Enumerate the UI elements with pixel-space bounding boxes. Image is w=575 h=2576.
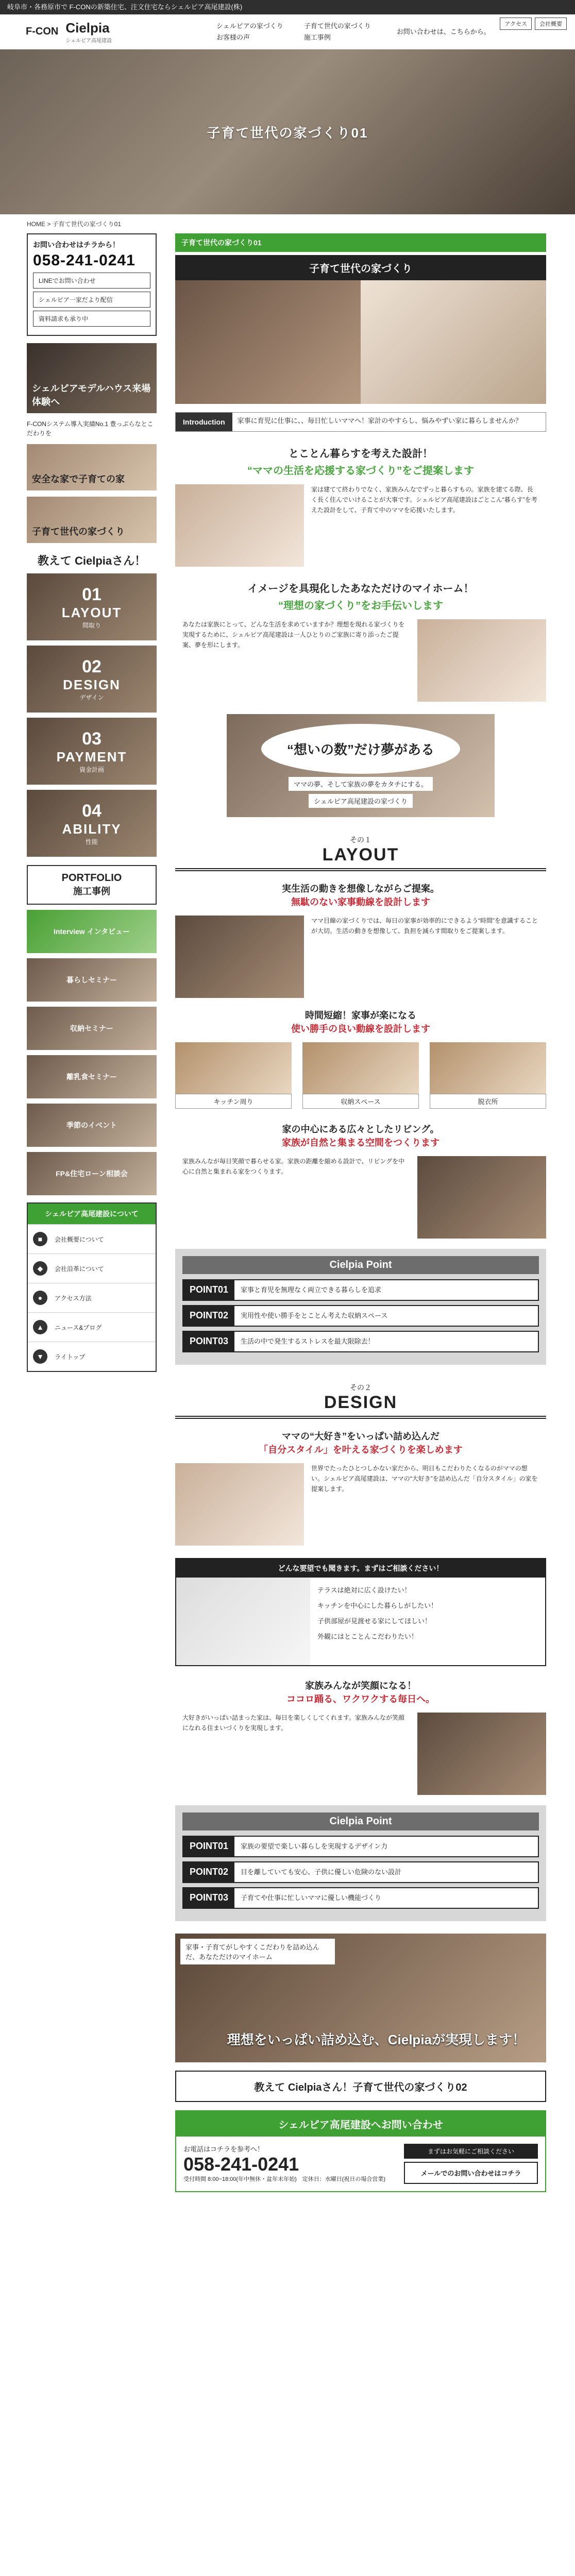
portfolio-link[interactable]: [27, 865, 157, 905]
news-icon: ▲: [33, 1320, 47, 1334]
point-label: POINT02: [183, 1862, 234, 1882]
point-text: 家族の要望で楽しい暮らしを実現するデザイン力: [241, 1842, 388, 1850]
section-number: その１: [350, 836, 371, 844]
photo: [361, 280, 546, 404]
title-images: [175, 280, 546, 404]
logo-name: Cielpia: [65, 20, 110, 36]
dream-sub: ママの夢、そして家族の夢をカタチにする。: [289, 777, 433, 791]
hero: [0, 49, 575, 214]
caption: キッチン周り: [175, 1094, 292, 1109]
heading-sub: 無駄のない家事動線を設計します: [291, 897, 430, 907]
card-num: 04: [82, 801, 102, 821]
history-icon: ◆: [33, 1261, 47, 1276]
header: [0, 14, 575, 49]
point-label: POINT03: [183, 1888, 234, 1908]
phone-number[interactable]: 058-241-0241: [33, 252, 136, 269]
newsletter-button[interactable]: シェルピア一家だより配信: [33, 292, 150, 308]
feature-row: [175, 1042, 546, 1109]
photo: [175, 1463, 304, 1546]
section-number: その２: [350, 1383, 371, 1392]
card-num: 02: [82, 656, 102, 676]
photo: [417, 1156, 546, 1239]
next-article-link[interactable]: 教えて Cielpiaさん！子育て世代の家づくり02: [175, 2071, 546, 2102]
photo: [175, 280, 361, 404]
section-title: LAYOUT: [175, 845, 546, 871]
contact-note: まずはお気軽にご相談ください: [404, 2144, 538, 2159]
hero-title: 子育て世代の家づくり01: [207, 125, 368, 141]
card-design[interactable]: [27, 646, 157, 713]
card-jp: 資金計画: [79, 766, 104, 773]
breadcrumb[interactable]: HOME > 子育て世代の家づくり01: [27, 221, 122, 228]
card-payment[interactable]: [27, 718, 157, 785]
paragraph: あなたは家族にとって、どんな生活を求めていますか？理想を現れる家づくりを実現するために、シェルピア高尾建設は一人ひとりのご家族に寄り添ったご提案、夢を形にします。: [182, 621, 405, 649]
logo-sub: シェルピア高尾建設: [65, 38, 112, 44]
line-button[interactable]: LINEでお問い合わせ: [33, 273, 150, 289]
map-icon: ●: [33, 1291, 47, 1305]
point-text: 実用性や使い勝手をとことん考えた収納スペース: [241, 1312, 388, 1319]
card-en: ABILITY: [62, 821, 122, 837]
about-item-label: アクセス方法: [55, 1294, 92, 1302]
point-label: POINT03: [183, 1332, 234, 1351]
point-label: POINT02: [183, 1306, 234, 1326]
heading: 家の中心にある広々としたリビング。: [282, 1124, 439, 1134]
photo: [417, 1713, 546, 1795]
point-text: 子育てや仕事に忙しいママに優しい機能づくり: [241, 1894, 382, 1902]
card-num: 01: [82, 584, 102, 604]
model-house-banner[interactable]: シェルピアモデルハウス来場体験へ: [27, 343, 157, 413]
photo: [175, 1042, 292, 1094]
access-button[interactable]: アクセス: [500, 18, 532, 30]
consult-item: テラスは絶対に広く設けたい！: [317, 1586, 411, 1594]
card-jp: 性能: [85, 838, 98, 845]
contact-label: お電話はコチラを参考へ！: [183, 2145, 264, 2153]
logo-fcon: F-CON: [26, 26, 59, 37]
heading: ママの“大好き”をいっぱい詰め込んだ: [282, 1431, 439, 1442]
point-row: [182, 1861, 539, 1883]
banner-safe-home[interactable]: 安全な家で子育ての家: [27, 444, 157, 490]
point-row: [182, 1887, 539, 1909]
point-label: POINT01: [183, 1280, 234, 1300]
photo: [430, 1042, 546, 1094]
banner-catch: 理想をいっぱい詰め込む、Cielpiaが実現します！: [227, 2032, 526, 2047]
heading: 家族みんなが笑顔になる！: [305, 1681, 416, 1691]
card-jp: デザイン: [79, 693, 104, 701]
heading: 時間短縮！家事が楽になる: [305, 1010, 416, 1021]
point-text: 生活の中で発生するストレスを最大限除去！: [241, 1337, 375, 1345]
heading-sub: 「自分スタイル」を叶える家づくりを楽しめます: [259, 1445, 463, 1455]
fcon-text: F-CONシステム導入実績No.1 豊っぷらなとこだわりを: [27, 420, 154, 437]
point-row: [182, 1305, 539, 1327]
mail-contact-button[interactable]: メールでのお問い合わせはコチラ: [404, 2162, 538, 2184]
photo: [302, 1042, 419, 1094]
nav-item[interactable]: お客様の声: [216, 33, 250, 41]
main-content: [175, 233, 546, 2208]
heading-sub: “理想の家づくり”をお手伝いします: [278, 600, 443, 612]
heading: イメージを具現化したあなただけのマイホーム！: [247, 583, 474, 595]
event-banner[interactable]: 季節のイベント: [27, 1104, 157, 1147]
section-title: DESIGN: [175, 1393, 546, 1419]
intro: [175, 412, 546, 432]
card-en: LAYOUT: [61, 604, 122, 620]
photo: [417, 619, 546, 702]
heading: 実生活の動きを想像しながらご提案。: [282, 884, 439, 894]
logo[interactable]: [26, 20, 196, 44]
about-item[interactable]: [28, 1283, 156, 1312]
banner-text: 家事・子育てがしやすくこだわりを詰め込んだ、あなただけのマイホーム: [180, 1939, 335, 1964]
cielpia-title: 教えて Cielpiaさん！: [37, 554, 146, 567]
heading-sub: “ママの生活を応援する家づくり”をご提案します: [247, 465, 474, 477]
consult-item: キッチンを中心にした暮らしがしたい！: [317, 1602, 438, 1609]
seminar-banner[interactable]: 暮らしセミナー: [27, 958, 157, 1002]
about-item[interactable]: [28, 1224, 156, 1253]
paragraph: 家族みんなが毎日笑顔で暮らせる家。家族の距離を縮める設計で、リビングを中心に自然と集まれる家をつくります。: [182, 1158, 405, 1175]
card-en: PAYMENT: [56, 749, 127, 765]
portfolio-jp: 施工事例: [73, 886, 110, 896]
storage-seminar-banner[interactable]: 収納セミナー: [27, 1007, 157, 1050]
photo: [175, 916, 304, 998]
point-row: [182, 1331, 539, 1352]
dream-tag: シェルピア高尾建設の家づくり: [309, 794, 413, 808]
dream-banner: [227, 714, 495, 817]
caption: 収納スペース: [302, 1094, 419, 1109]
card-en: DESIGN: [63, 676, 121, 692]
about-item-label: 会社沿革について: [55, 1265, 104, 1273]
caption: 脱衣所: [430, 1094, 546, 1109]
about-item-label: ライトップ: [55, 1353, 86, 1361]
paragraph: 家は建てて終わりでなく、家族みんなでずっと暮らすもの。家族を建てる際、長く長く住んでいけることが大事です。シェルピア高尾建設はごとこん“暮らす”を考えた設計をして、子育て中のママを応援いたします。: [311, 486, 537, 514]
main-nav: [216, 21, 392, 43]
nav-item[interactable]: 施工事例: [303, 33, 331, 41]
contact-head: シェルピア高尾建設へお問い合わせ: [176, 2111, 545, 2137]
point-title: Cielpia Point: [182, 1812, 539, 1831]
card-jp: 間取り: [82, 621, 101, 629]
company-button[interactable]: 会社概要: [535, 18, 567, 30]
contact-note[interactable]: お問い合わせは、こちらから。: [396, 27, 491, 36]
building-icon: ■: [33, 1232, 47, 1246]
point-text: 家事と育児を無理なく両立できる暮らしを追求: [241, 1286, 382, 1294]
photo: [175, 484, 304, 567]
contact-hours: 受付時間 8:00~18:00(年中無休・盆年末年始) 定休日：水曜日(祝日の場合営業): [183, 2176, 386, 2182]
sidebar: [27, 233, 157, 2208]
contact-phone[interactable]: 058-241-0241: [183, 2154, 299, 2175]
point-title: Cielpia Point: [182, 1256, 539, 1274]
consult-item: 外観にはとことんこだわりたい！: [317, 1633, 418, 1640]
point-row: [182, 1836, 539, 1857]
loan-banner[interactable]: FP&住宅ローン相談会: [27, 1152, 157, 1195]
nav-item[interactable]: 子育て世代の家づくり: [303, 22, 371, 30]
baby-food-seminar-banner[interactable]: 離乳食セミナー: [27, 1055, 157, 1098]
phone-title: お問い合わせはチラから！: [33, 241, 120, 249]
consult-head: どんな要望でも聞きます。まずはご相談ください！: [176, 1559, 545, 1578]
point-box: [175, 1805, 546, 1921]
interview-banner[interactable]: Interview インタビュー: [27, 910, 157, 953]
contact-box: [175, 2110, 546, 2192]
section-label: 子育て世代の家づくり01: [175, 233, 546, 252]
sitemap-icon: ▼: [33, 1349, 47, 1364]
banner-child-rearing[interactable]: 子育て世代の家づくり: [27, 497, 157, 543]
ideal-banner: [175, 1934, 546, 2062]
brochure-button[interactable]: 資料請求も承り中: [33, 311, 150, 327]
about-item[interactable]: [28, 1253, 156, 1283]
illustration: [176, 1578, 310, 1665]
heading-sub: 家族が自然と集まる空間をつくります: [282, 1138, 439, 1148]
dream-main: “想いの数”だけ夢がある: [261, 724, 460, 774]
sidebar-phone-box: [27, 233, 157, 336]
nav-item[interactable]: シェルピアの家づくり: [216, 22, 283, 30]
point-label: POINT01: [183, 1837, 234, 1856]
topbar: 岐阜市・各務原市で F-CONの新築住宅、注文住宅ならシェルピア高尾建設(株): [0, 0, 575, 14]
heading: とことん暮らすを考えた設計！: [289, 448, 433, 460]
point-text: 目を離していても安心、子供に優しい危険のない設計: [241, 1868, 402, 1876]
intro-text: 家事に育児に仕事に、、毎日忙しいママへ！家計のやすらし、悩みやずい家に暮らしませんか？: [237, 417, 522, 425]
paragraph: 世界でたったひとつしかない家だから、明日もこだわりたくなるのがママの想い。シェルピア高尾建設は、ママの“大好き”を詰め込んだ「自分スタイル」の家を提案します。: [311, 1465, 538, 1493]
consult-box: [175, 1558, 546, 1666]
intro-tag: Introduction: [176, 413, 232, 431]
about-title: シェルピア高尾建設について: [28, 1204, 156, 1224]
point-row: [182, 1279, 539, 1301]
card-num: 03: [82, 728, 102, 749]
portfolio-en: PORTFOLIO: [61, 872, 122, 884]
point-box: [175, 1249, 546, 1365]
about-item[interactable]: [28, 1342, 156, 1371]
card-ability[interactable]: [27, 790, 157, 857]
heading-sub: ココロ踊る、ワクワクする毎日へ。: [286, 1694, 435, 1704]
about-item[interactable]: [28, 1312, 156, 1342]
paragraph: ママ目線の家づくりでは、毎日の家事が効率的にできるよう“時間”を意識することが大切。生活の動きを想像して、負担を減らす間取りをご提案します。: [311, 917, 538, 935]
about-item-label: ニュース&ブログ: [55, 1324, 102, 1331]
consult-item: 子供部屋が見渡せる家にしてほしい！: [317, 1617, 432, 1625]
about-box: [27, 1202, 157, 1372]
page-title: 子育て世代の家づくり: [175, 255, 546, 280]
heading-sub: 使い勝手の良い動線を設計します: [291, 1024, 430, 1034]
paragraph: 大好きがいっぱい詰まった家は、毎日を楽しくしてくれます。家族みんなが笑顔になれる住まいづくりを実現します。: [182, 1714, 405, 1732]
card-layout[interactable]: [27, 573, 157, 640]
about-item-label: 会社概要について: [55, 1235, 104, 1243]
